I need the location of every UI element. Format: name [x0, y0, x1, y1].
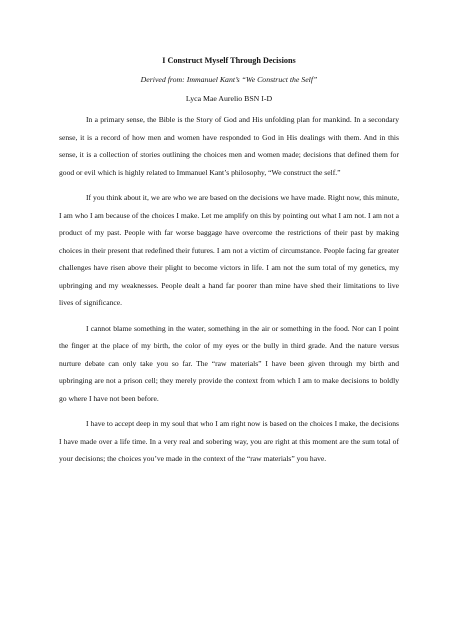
document-title: I Construct Myself Through Decisions: [162, 56, 296, 65]
document-body: [59, 55, 399, 476]
paragraph-1: In a primary sense, the Bible is the Story of God and His unfolding plan for mankind. In a secondary sense, it is a record of how men and women have responded to God in His dealings with them. And in this sense, it is a collection of stories outlining the choices men and women made; decisions that defined them for good or evil which is highly related to Immanuel Kant’s philosophy, “We construct the self.”: [59, 115, 399, 177]
paragraph-2: If you think about it, we are who we are based on the decisions we have made. Right now, this minute, I am who I am because of the choices I make. Let me amplify on this by pointing out what I am not. I am not a product of my past. People with far worse baggage have overcome the restrictions of their past by making choices in their present that redefined their futures. I am not a victim of circumstance. People facing far greater challenges have risen above their plight to become victors in life. I am not the sum total of my genetics, my upbringing and my weaknesses. People dealt a hand far poorer than mine have shed their limitations to live lives of significance.: [59, 193, 399, 307]
document-subtitle: Derived from: Immanuel Kant’s “We Construct the Self”: [140, 75, 318, 84]
paragraph-4: I have to accept deep in my soul that who I am right now is based on the choices I make, the decisions I have made over a life time. In a very real and sobering way, you are right at this moment are the sum total of your decisions; the choices you’ve made in the context of the “raw materials” you have.: [59, 419, 399, 463]
document-author: Lyca Mae Aurelio BSN I-D: [185, 94, 273, 103]
paragraph-3: I cannot blame something in the water, something in the air or something in the food. Nor can I point the finger at the place of my birth, the color of my eyes or the bully in third grade. And the nature versus nurture debate can only take you so far. The “raw materials” I have been given through my birth and upbringing are not a prison cell; they merely provide the context from which I am to make decisions to boldly go where I have not been before.: [59, 323, 399, 403]
